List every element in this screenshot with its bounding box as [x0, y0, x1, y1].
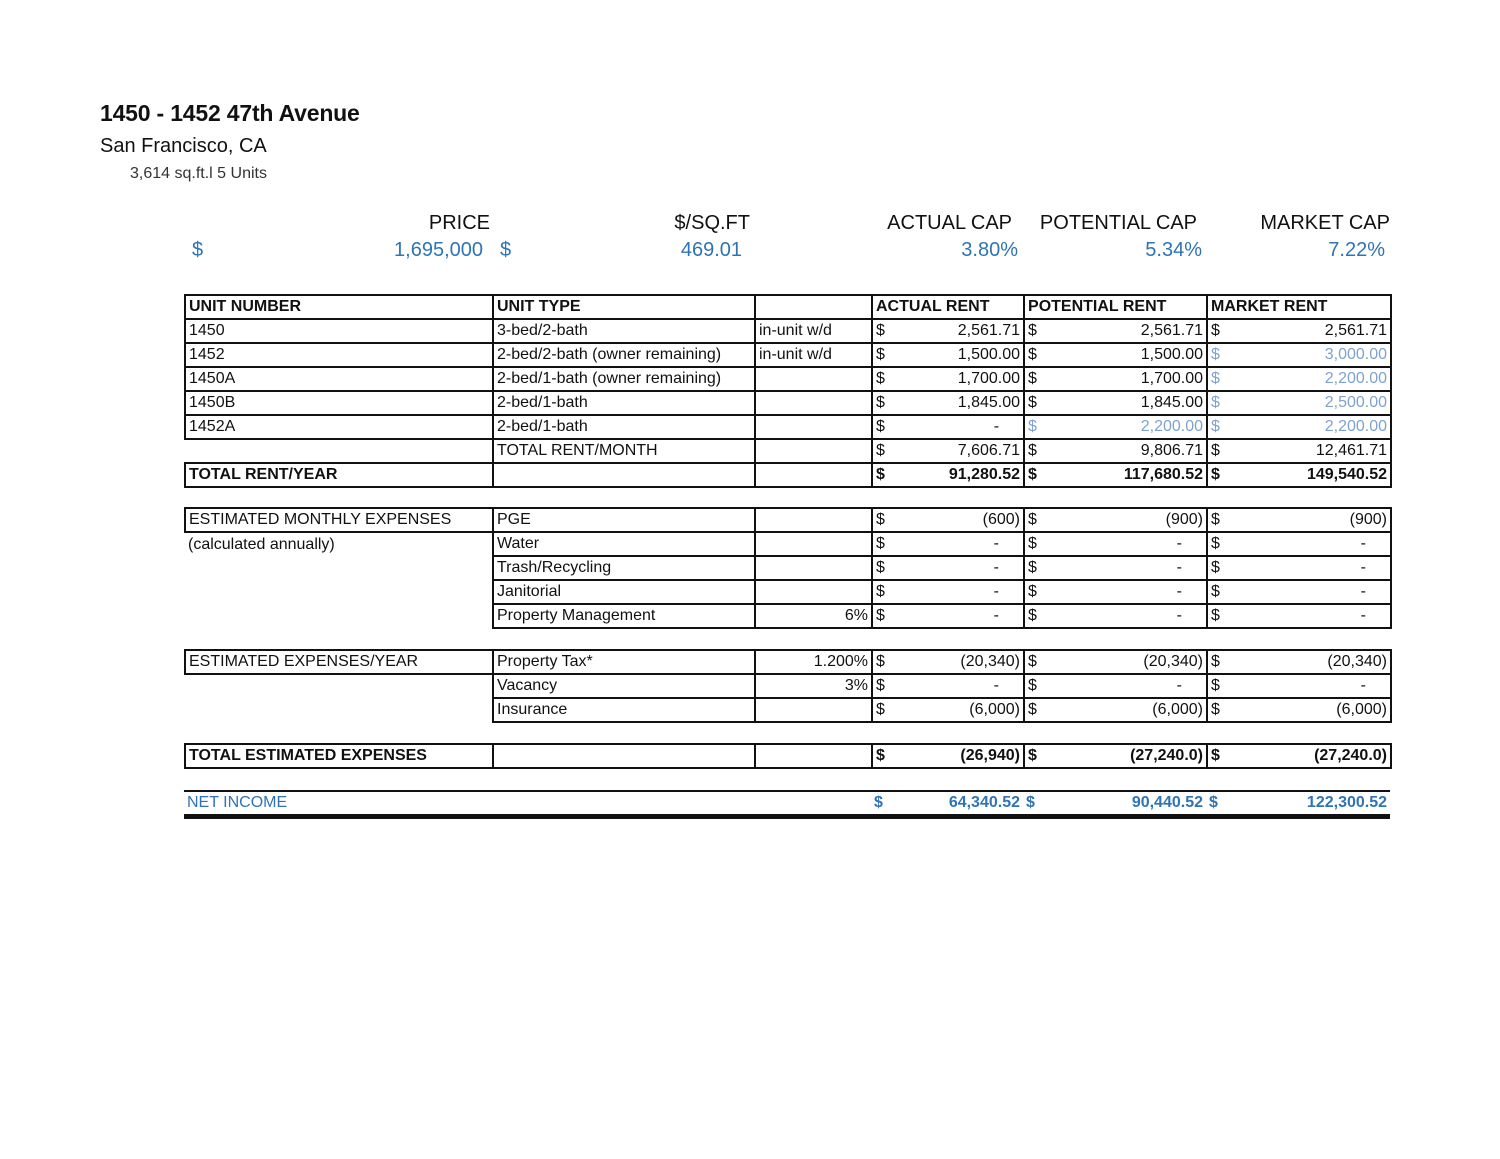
expense-actual: -	[890, 604, 1024, 628]
currency: $	[1024, 415, 1042, 439]
currency: $	[1207, 439, 1225, 463]
currency: $	[1024, 532, 1042, 556]
currency: $	[872, 391, 890, 415]
total-expenses-market: (27,240.0)	[1225, 744, 1391, 768]
empty-cell	[493, 744, 755, 768]
expense-market: -	[1225, 532, 1391, 556]
empty-cell	[755, 744, 872, 768]
expense-potential: -	[1042, 674, 1207, 698]
net-income-potential: 90,440.52	[1041, 791, 1206, 817]
total-expenses-label: TOTAL ESTIMATED EXPENSES	[185, 744, 493, 768]
price-value: 1,695,000	[394, 239, 483, 261]
expense-actual: -	[890, 532, 1024, 556]
potential-rent: 1,500.00	[1042, 343, 1207, 367]
table-row	[185, 580, 1391, 604]
unit-number: 1450A	[185, 367, 493, 391]
currency: $	[1207, 650, 1225, 674]
unit-note	[755, 367, 872, 391]
expense-actual: -	[890, 674, 1024, 698]
currency: $	[1023, 791, 1041, 817]
empty-cell	[493, 463, 755, 487]
expense-actual: -	[890, 580, 1024, 604]
currency: $	[1024, 508, 1042, 532]
currency: $	[872, 580, 890, 604]
currency: $	[1207, 556, 1225, 580]
table-row	[185, 532, 1391, 556]
total-month-actual: 7,606.71	[890, 439, 1024, 463]
empty-cell	[185, 604, 493, 628]
unit-type: 3-bed/2-bath	[493, 319, 755, 343]
table-row	[185, 698, 1391, 722]
expense-pct	[755, 580, 872, 604]
empty-cell	[755, 439, 872, 463]
currency: $	[1024, 343, 1042, 367]
currency: $	[1207, 343, 1225, 367]
table-row	[185, 604, 1391, 628]
total-year-potential: 117,680.52	[1042, 463, 1207, 487]
currency: $	[1207, 674, 1225, 698]
currency: $	[872, 556, 890, 580]
currency: $	[871, 791, 889, 817]
expense-actual: -	[890, 556, 1024, 580]
expense-pct: 1.200%	[755, 650, 872, 674]
potential-rent: 2,200.00	[1042, 415, 1207, 439]
currency: $	[1207, 319, 1225, 343]
currency: $	[1207, 744, 1225, 768]
unit-type: 2-bed/2-bath (owner remaining)	[493, 343, 755, 367]
unit-number: 1452	[185, 343, 493, 367]
table-row	[185, 508, 1391, 532]
unit-number: 1450B	[185, 391, 493, 415]
currency: $	[1207, 508, 1225, 532]
expense-name: Property Tax*	[493, 650, 755, 674]
price-label: PRICE	[428, 212, 490, 234]
currency: $	[1207, 367, 1225, 391]
unit-number: 1450	[185, 319, 493, 343]
currency: $	[872, 319, 890, 343]
expense-potential: (6,000)	[1042, 698, 1207, 722]
net-income-table	[184, 790, 1390, 819]
net-income-market: 122,300.52	[1224, 791, 1390, 817]
sqft-currency: $	[500, 239, 512, 261]
yearly-expenses-label: ESTIMATED EXPENSES/YEAR	[185, 650, 493, 674]
header-unit-number: UNIT NUMBER	[185, 295, 493, 319]
market-rent: 2,500.00	[1225, 391, 1391, 415]
monthly-expenses-sublabel: (calculated annually)	[188, 535, 335, 553]
property-city: San Francisco, CA	[100, 135, 267, 157]
expense-potential: -	[1042, 556, 1207, 580]
currency: $	[1024, 674, 1042, 698]
currency: $	[1024, 367, 1042, 391]
total-expenses-table	[184, 743, 1392, 769]
total-month-market: 12,461.71	[1225, 439, 1391, 463]
currency: $	[1024, 463, 1042, 487]
unit-note	[755, 415, 872, 439]
unit-note: in-unit w/d	[755, 319, 872, 343]
empty-cell	[185, 674, 493, 698]
potential-rent: 1,700.00	[1042, 367, 1207, 391]
header-potential-rent: POTENTIAL RENT	[1024, 295, 1207, 319]
market-rent: 2,200.00	[1225, 415, 1391, 439]
empty-cell	[185, 439, 493, 463]
expense-market: (20,340)	[1225, 650, 1391, 674]
actual-rent: 1,500.00	[890, 343, 1024, 367]
currency: $	[1024, 604, 1042, 628]
table-row	[185, 391, 1391, 415]
expense-actual: (600)	[890, 508, 1024, 532]
actual-rent: 2,561.71	[890, 319, 1024, 343]
currency: $	[1024, 698, 1042, 722]
total-month-potential: 9,806.71	[1042, 439, 1207, 463]
total-month-row	[185, 439, 1391, 463]
rent-table-header	[185, 295, 1391, 319]
expense-market: -	[1225, 556, 1391, 580]
currency: $	[1024, 391, 1042, 415]
expense-potential: (900)	[1042, 508, 1207, 532]
empty-cell	[492, 791, 754, 817]
property-address: 1450 - 1452 47th Avenue	[100, 100, 360, 126]
total-year-actual: 91,280.52	[890, 463, 1024, 487]
currency: $	[1206, 791, 1224, 817]
expense-pct: 6%	[755, 604, 872, 628]
currency: $	[872, 604, 890, 628]
currency: $	[872, 415, 890, 439]
total-year-row	[185, 463, 1391, 487]
currency: $	[872, 744, 890, 768]
total-year-label: TOTAL RENT/YEAR	[185, 463, 493, 487]
currency: $	[1024, 556, 1042, 580]
total-year-market: 149,540.52	[1225, 463, 1391, 487]
expense-name: Property Management	[493, 604, 755, 628]
expense-market: -	[1225, 604, 1391, 628]
table-row	[185, 650, 1391, 674]
expense-name: PGE	[493, 508, 755, 532]
yearly-expenses-table	[184, 649, 1392, 723]
empty-cell	[185, 580, 493, 604]
unit-note	[755, 391, 872, 415]
currency: $	[872, 532, 890, 556]
expense-pct	[755, 532, 872, 556]
currency: $	[1207, 532, 1225, 556]
sqft-label: $/SQ.FT	[674, 212, 750, 234]
unit-type: 2-bed/1-bath	[493, 391, 755, 415]
market-rent: 2,200.00	[1225, 367, 1391, 391]
property-size: 3,614 sq.ft.l 5 Units	[130, 165, 267, 182]
expense-name: Water	[493, 532, 755, 556]
rent-table	[184, 294, 1392, 488]
currency: $	[872, 650, 890, 674]
currency: $	[1024, 580, 1042, 604]
expense-pct: 3%	[755, 674, 872, 698]
expense-name: Vacancy	[493, 674, 755, 698]
expense-potential: -	[1042, 580, 1207, 604]
currency: $	[1024, 439, 1042, 463]
actual-rent: 1,700.00	[890, 367, 1024, 391]
empty-cell	[754, 791, 871, 817]
potential-rent: 2,561.71	[1042, 319, 1207, 343]
header-actual-rent: ACTUAL RENT	[872, 295, 1024, 319]
market-rent: 2,561.71	[1225, 319, 1391, 343]
total-expenses-row	[185, 744, 1391, 768]
empty-cell	[185, 556, 493, 580]
unit-type: 2-bed/1-bath (owner remaining)	[493, 367, 755, 391]
market-rent: 3,000.00	[1225, 343, 1391, 367]
actual-cap-value: 3.80%	[961, 239, 1018, 261]
currency: $	[1024, 319, 1042, 343]
expense-name: Trash/Recycling	[493, 556, 755, 580]
table-row	[185, 367, 1391, 391]
empty-cell	[755, 463, 872, 487]
currency: $	[1207, 463, 1225, 487]
expense-pct	[755, 556, 872, 580]
table-row	[185, 319, 1391, 343]
expense-pct	[755, 698, 872, 722]
currency: $	[872, 343, 890, 367]
potential-cap-value: 5.34%	[1145, 239, 1202, 261]
expense-potential: -	[1042, 532, 1207, 556]
market-cap-value: 7.22%	[1328, 239, 1385, 261]
currency: $	[1024, 650, 1042, 674]
monthly-expenses-table	[184, 507, 1392, 629]
currency: $	[872, 508, 890, 532]
table-row	[185, 415, 1391, 439]
net-income-actual: 64,340.52	[889, 791, 1023, 817]
table-row	[185, 556, 1391, 580]
header-market-rent: MARKET RENT	[1207, 295, 1391, 319]
unit-note: in-unit w/d	[755, 343, 872, 367]
expense-market: (900)	[1225, 508, 1391, 532]
potential-cap-label: POTENTIAL CAP	[1039, 212, 1197, 234]
currency: $	[1207, 391, 1225, 415]
actual-rent: -	[890, 415, 1024, 439]
expense-name: Janitorial	[493, 580, 755, 604]
total-month-label: TOTAL RENT/MONTH	[493, 439, 755, 463]
sqft-value: 469.01	[680, 239, 742, 261]
expense-actual: (6,000)	[890, 698, 1024, 722]
actual-cap-label: ACTUAL CAP	[887, 212, 1012, 234]
unit-number: 1452A	[185, 415, 493, 439]
unit-type: 2-bed/1-bath	[493, 415, 755, 439]
expense-pct	[755, 508, 872, 532]
net-income-row	[184, 791, 1390, 817]
currency: $	[872, 439, 890, 463]
potential-rent: 1,845.00	[1042, 391, 1207, 415]
market-cap-label: MARKET CAP	[1260, 212, 1390, 234]
empty-cell	[185, 698, 493, 722]
expense-market: (6,000)	[1225, 698, 1391, 722]
currency: $	[872, 674, 890, 698]
price-currency: $	[192, 239, 204, 261]
currency: $	[1207, 604, 1225, 628]
currency: $	[1207, 580, 1225, 604]
expense-market: -	[1225, 580, 1391, 604]
currency: $	[1207, 698, 1225, 722]
expense-actual: (20,340)	[890, 650, 1024, 674]
expense-potential: -	[1042, 604, 1207, 628]
monthly-expenses-label: ESTIMATED MONTHLY EXPENSES	[185, 508, 493, 532]
currency: $	[872, 698, 890, 722]
table-row	[185, 674, 1391, 698]
header-note	[755, 295, 872, 319]
total-expenses-potential: (27,240.0)	[1042, 744, 1207, 768]
expense-potential: (20,340)	[1042, 650, 1207, 674]
actual-rent: 1,845.00	[890, 391, 1024, 415]
currency: $	[1207, 415, 1225, 439]
header-unit-type: UNIT TYPE	[493, 295, 755, 319]
currency: $	[1024, 744, 1042, 768]
expense-market: -	[1225, 674, 1391, 698]
total-expenses-actual: (26,940)	[890, 744, 1024, 768]
currency: $	[872, 367, 890, 391]
table-row	[185, 343, 1391, 367]
expense-name: Insurance	[493, 698, 755, 722]
net-income-label: NET INCOME	[184, 791, 492, 817]
currency: $	[872, 463, 890, 487]
